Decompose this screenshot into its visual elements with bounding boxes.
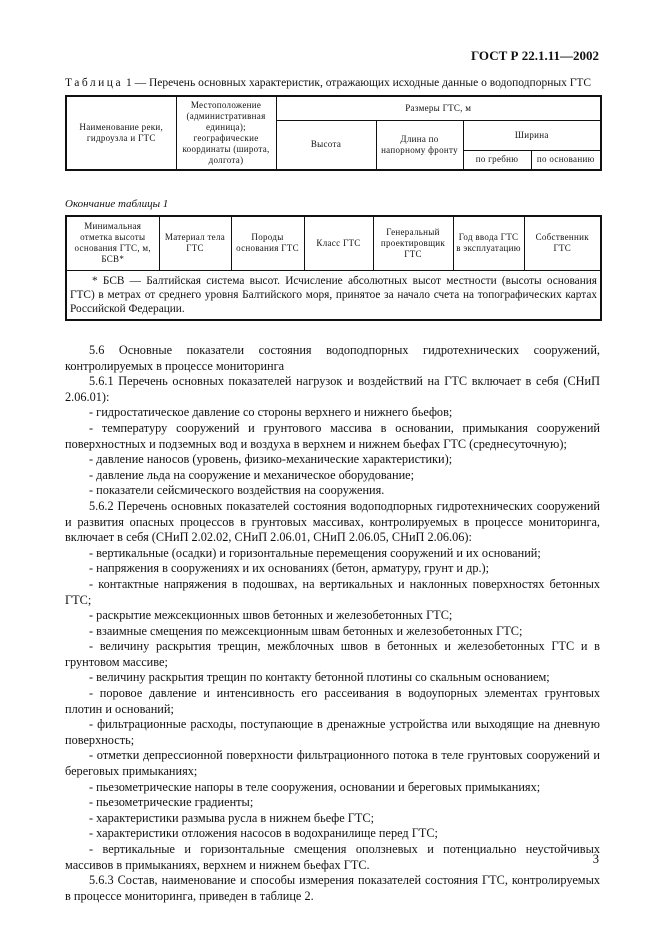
col-name: Наименование реки, гидроузла и ГТС (66, 96, 176, 170)
page-number: 3 (592, 852, 599, 866)
caption-word: Таблица (65, 77, 124, 89)
paragraph: - раскрытие межсекционных швов бетонных и железобетонных ГТС; (89, 608, 453, 623)
col-class: Класс ГТС (304, 216, 373, 270)
paragraph: 5.6.1 Перечень основных показателей нагрузок и воздействий на ГТС включает в себя (СНиП 2.06.01): (65, 374, 600, 404)
paragraph: - гидростатическое давление со стороны верхнего и нижнего бьефов; (89, 405, 453, 420)
paragraph: - вертикальные (осадки) и горизонтальные перемещения сооружений и их оснований; (89, 545, 541, 560)
paragraph: - характеристики размыва русла в нижнем бьефе ГТС; (89, 810, 375, 825)
paragraph: - поровое давление и интенсивность его рассеивания в водоупорных элементах грунтовых плотин и оснований; (65, 686, 600, 716)
paragraph: - температуру сооружений и грунтового массива в основании, примыкания сооружений поверхностных и подземных вод и воздуха в верхнем и нижнем бьефах ГТС (среднесуточную); (65, 420, 600, 451)
col-sizes: Размеры ГТС, м (276, 96, 601, 120)
paragraph: 5.6.3 Состав, наименование и способы измерения показателей состояния ГТС, контролируемых в процессе мониторинга, приведен в таблице 2. (65, 873, 600, 903)
table1-caption (65, 77, 591, 89)
paragraph: - пьезометрические градиенты; (89, 795, 254, 810)
paragraph: - величину раскрытия трещин, межблочных швов в бетонных и железобетонных ГТС и в грунтовом массиве; (65, 639, 600, 669)
paragraph: - отметки депрессионной поверхности фильтрационного потока в теле грунтовых сооружений и береговых примыканиях; (65, 748, 600, 779)
col-width-base: по основанию (531, 150, 601, 170)
paragraph: - фильтрационные расходы, поступающие в дренажные устройства или выходящие на дневную поверхность; (65, 717, 600, 747)
col-height: Высота (276, 120, 376, 170)
paragraph: - напряжения в сооружениях и их основаниях (бетон, арматуру, грунт и др.); (89, 561, 490, 576)
paragraph: - пьезометрические напоры в теле сооружения, основании и береговых примыканиях; (89, 779, 541, 794)
col-material: Материал тела ГТС (159, 216, 231, 270)
table-1-continuation (65, 215, 602, 321)
paragraph: - величину раскрытия трещин по контакту бетонной плотины со скальным основанием; (89, 670, 550, 685)
paragraph: - вертикальные и горизонтальные смещения оползневых и потенциально неустойчивых массивов в примыканиях, верхнем и нижнем бьефах ГТС. (65, 842, 600, 872)
caption-text: 1 — Перечень основных характеристик, отражающих исходные данные о водоподпорных ГТС (125, 77, 592, 89)
col-location: Местоположение (административная единица); географические координаты (широта, долгота) (176, 96, 276, 170)
table-footnote (66, 270, 601, 320)
col-width-crest: по гребню (463, 150, 531, 170)
paragraph: - давление льда на сооружение и механическое оборудование; (89, 467, 415, 482)
col-designer: Генеральный проектировщик ГТС (373, 216, 453, 270)
footnote-text: * БСВ — Балтийская система высот. Исчисление абсолютных высот местности (высоты основания ГТС) в метрах от среднего уровня Балтийского моря, принятое за начало счета на топографических картах Российской Федерации. (70, 274, 597, 315)
paragraph: - характеристики отложения насосов в водохранилище перед ГТС; (89, 826, 438, 841)
body-text (65, 343, 600, 904)
table-1 (65, 95, 602, 171)
paragraph: 5.6.2 Перечень основных показателей состояния водоподпорных гидротехнических сооружений и развития опасных процессов в грунтовых массивах, контролируемых в процессе мониторинга, включает в себя (СНиП 2.02.02, СНиП 2.06.01, СНиП 2.06.05, СНиП 2.06.06): (65, 498, 600, 545)
paragraph: 5.6 Основные показатели состояния водоподпорных гидротехнических сооружений, контролируемых в процессе мониторинга (65, 343, 600, 373)
col-owner: Собственник ГТС (524, 216, 601, 270)
col-year: Год ввода ГТС в эксплуатацию (453, 216, 524, 270)
col-min-elevation: Минимальная отметка высоты основания ГТС, м, БСВ* (66, 216, 159, 270)
paragraph: - взаимные смещения по межсекционным швам бетонных и железобетонных ГТС; (89, 623, 523, 638)
standard-header: ГОСТ Р 22.1.11—2002 (470, 48, 599, 63)
table1-continuation-caption: Окончание таблицы 1 (65, 198, 169, 210)
paragraph: - давление наносов (уровень, физико-механические характеристики); (89, 452, 453, 467)
paragraph: - контактные напряжения в подошвах, на вертикальных и наклонных поверхностях бетонных ГТС; (65, 576, 600, 607)
col-length: Длина по напорному фронту (376, 120, 463, 170)
paragraph: - показатели сейсмического воздействия на сооружения. (89, 483, 385, 498)
col-width: Ширина (463, 120, 601, 150)
col-rocks: Породы основания ГТС (231, 216, 304, 270)
